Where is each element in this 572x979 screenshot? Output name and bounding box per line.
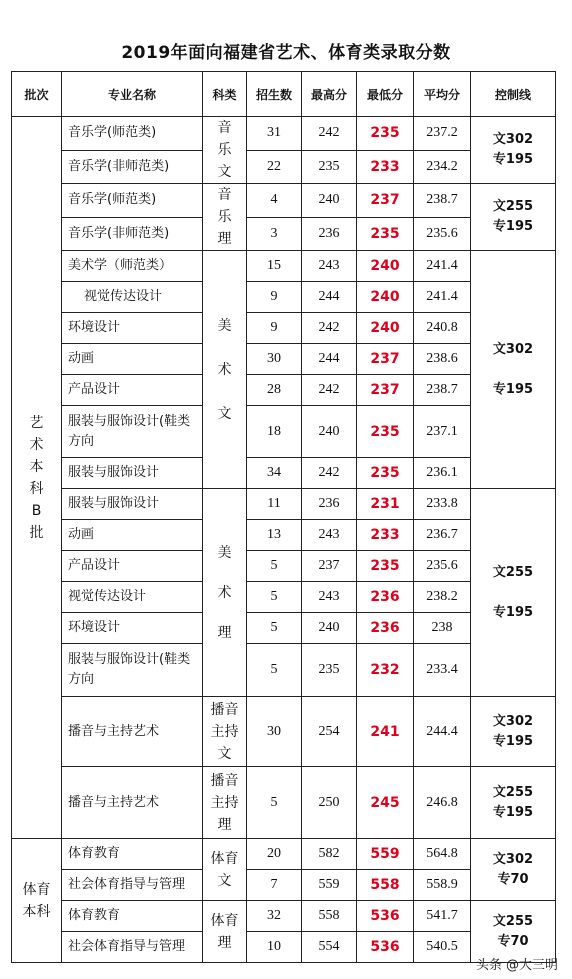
control-line-cell: 文302 专195: [471, 117, 556, 184]
major-cell: 视觉传达设计: [62, 582, 203, 613]
table-row: [12, 839, 556, 870]
category-cell: 体育理: [203, 901, 247, 963]
batch-cell: [12, 839, 62, 963]
min-score-cell: 559: [357, 839, 414, 870]
major-cell: 体育教育: [62, 839, 203, 870]
table-row: [12, 489, 556, 520]
min-score-cell: 245: [357, 767, 414, 839]
batch-cell: [12, 117, 62, 839]
header-min-score: 最低分: [357, 72, 414, 117]
avg-score-cell: 233.8: [414, 489, 471, 520]
min-score-cell: 241: [357, 697, 414, 767]
avg-score-cell: 240.8: [414, 313, 471, 344]
min-score-cell: 235: [357, 406, 414, 458]
major-cell: 服装与服饰设计(鞋类方向: [62, 406, 203, 458]
min-score-cell: 240: [357, 313, 414, 344]
admission-table: [11, 71, 556, 963]
batch-label: 艺术本科B批: [29, 414, 44, 541]
max-score-cell: 554: [302, 932, 357, 963]
major-cell: 动画: [62, 520, 203, 551]
min-score-cell: 236: [357, 613, 414, 644]
enrollment-cell: 7: [247, 870, 302, 901]
avg-score-cell: 244.4: [414, 697, 471, 767]
major-cell: 服装与服饰设计(鞋类方向: [62, 644, 203, 697]
major-cell: 产品设计: [62, 375, 203, 406]
category-cell: 美术文: [203, 251, 247, 489]
major-cell: 环境设计: [62, 313, 203, 344]
enrollment-cell: 3: [247, 217, 302, 251]
max-score-cell: 244: [302, 282, 357, 313]
enrollment-cell: 28: [247, 375, 302, 406]
avg-score-cell: 564.8: [414, 839, 471, 870]
enrollment-cell: 4: [247, 184, 302, 218]
avg-score-cell: 236.1: [414, 458, 471, 489]
major-cell: 音乐学(师范类): [62, 117, 203, 151]
category-cell: 播音主持文: [203, 697, 247, 767]
header-row: [12, 72, 556, 117]
max-score-cell: 237: [302, 551, 357, 582]
enrollment-cell: 5: [247, 767, 302, 839]
header-avg-score: 平均分: [414, 72, 471, 117]
major-cell: 音乐学(非师范类): [62, 217, 203, 251]
enrollment-cell: 9: [247, 313, 302, 344]
min-score-cell: 235: [357, 551, 414, 582]
table-row: [12, 117, 556, 151]
max-score-cell: 240: [302, 184, 357, 218]
avg-score-cell: 238.7: [414, 375, 471, 406]
major-cell: 服装与服饰设计: [62, 458, 203, 489]
enrollment-cell: 5: [247, 644, 302, 697]
major-cell: 社会体育指导与管理: [62, 932, 203, 963]
enrollment-cell: 5: [247, 551, 302, 582]
min-score-cell: 240: [357, 282, 414, 313]
category-cell: 播音主持理: [203, 767, 247, 839]
control-line-cell: 文255 专195: [471, 184, 556, 251]
avg-score-cell: 237.1: [414, 406, 471, 458]
major-cell: 体育教育: [62, 901, 203, 932]
avg-score-cell: 238.7: [414, 184, 471, 218]
control-line-cell: 文255 专195: [471, 767, 556, 839]
max-score-cell: 240: [302, 406, 357, 458]
min-score-cell: 237: [357, 375, 414, 406]
header-major: 专业名称: [62, 72, 203, 117]
max-score-cell: 244: [302, 344, 357, 375]
max-score-cell: 236: [302, 489, 357, 520]
major-cell: 环境设计: [62, 613, 203, 644]
header-max-score: 最高分: [302, 72, 357, 117]
control-line-cell: 文302 专195: [471, 697, 556, 767]
avg-score-cell: 236.7: [414, 520, 471, 551]
enrollment-cell: 20: [247, 839, 302, 870]
control-line-cell: 文255 专195: [471, 489, 556, 697]
enrollment-cell: 30: [247, 344, 302, 375]
enrollment-cell: 5: [247, 582, 302, 613]
table-row: [12, 184, 556, 218]
max-score-cell: 254: [302, 697, 357, 767]
max-score-cell: 242: [302, 313, 357, 344]
enrollment-cell: 18: [247, 406, 302, 458]
max-score-cell: 582: [302, 839, 357, 870]
header-enrollment: 招生数: [247, 72, 302, 117]
header-control-line: 控制线: [471, 72, 556, 117]
table-row: [12, 251, 556, 282]
min-score-cell: 235: [357, 458, 414, 489]
enrollment-cell: 13: [247, 520, 302, 551]
major-cell: 视觉传达设计: [62, 282, 203, 313]
category-cell: 体育文: [203, 839, 247, 901]
enrollment-cell: 5: [247, 613, 302, 644]
avg-score-cell: 235.6: [414, 217, 471, 251]
min-score-cell: 235: [357, 217, 414, 251]
header-category: 科类: [203, 72, 247, 117]
avg-score-cell: 237.2: [414, 117, 471, 151]
batch-label: 体育本科: [22, 881, 51, 920]
min-score-cell: 237: [357, 344, 414, 375]
max-score-cell: 236: [302, 217, 357, 251]
max-score-cell: 235: [302, 644, 357, 697]
min-score-cell: 558: [357, 870, 414, 901]
enrollment-cell: 32: [247, 901, 302, 932]
avg-score-cell: 233.4: [414, 644, 471, 697]
max-score-cell: 250: [302, 767, 357, 839]
min-score-cell: 233: [357, 520, 414, 551]
category-cell: 音乐文: [203, 117, 247, 184]
table-row: [12, 697, 556, 767]
avg-score-cell: 558.9: [414, 870, 471, 901]
avg-score-cell: 541.7: [414, 901, 471, 932]
major-cell: 播音与主持艺术: [62, 767, 203, 839]
min-score-cell: 231: [357, 489, 414, 520]
enrollment-cell: 9: [247, 282, 302, 313]
enrollment-cell: 31: [247, 117, 302, 151]
watermark: 头条 @大三明: [475, 958, 558, 973]
avg-score-cell: 246.8: [414, 767, 471, 839]
max-score-cell: 235: [302, 150, 357, 184]
control-line-cell: 文255 专70: [471, 901, 556, 963]
header-batch: 批次: [12, 72, 62, 117]
max-score-cell: 242: [302, 117, 357, 151]
avg-score-cell: 238: [414, 613, 471, 644]
enrollment-cell: 11: [247, 489, 302, 520]
major-cell: 音乐学(非师范类): [62, 150, 203, 184]
control-line-cell: 文302 专195: [471, 251, 556, 489]
category-cell: 音乐理: [203, 184, 247, 251]
page-title: 2019年面向福建省艺术、体育类录取分数: [121, 43, 451, 63]
min-score-cell: 232: [357, 644, 414, 697]
max-score-cell: 558: [302, 901, 357, 932]
min-score-cell: 236: [357, 582, 414, 613]
major-cell: 服装与服饰设计: [62, 489, 203, 520]
major-cell: 产品设计: [62, 551, 203, 582]
max-score-cell: 243: [302, 520, 357, 551]
major-cell: 播音与主持艺术: [62, 697, 203, 767]
table-row: [12, 901, 556, 932]
max-score-cell: 240: [302, 613, 357, 644]
avg-score-cell: 241.4: [414, 251, 471, 282]
min-score-cell: 536: [357, 901, 414, 932]
enrollment-cell: 15: [247, 251, 302, 282]
avg-score-cell: 238.6: [414, 344, 471, 375]
avg-score-cell: 235.6: [414, 551, 471, 582]
min-score-cell: 240: [357, 251, 414, 282]
major-cell: 美术学（师范类）: [62, 251, 203, 282]
min-score-cell: 536: [357, 932, 414, 963]
avg-score-cell: 241.4: [414, 282, 471, 313]
category-cell: 美术理: [203, 489, 247, 697]
avg-score-cell: 234.2: [414, 150, 471, 184]
enrollment-cell: 22: [247, 150, 302, 184]
enrollment-cell: 34: [247, 458, 302, 489]
max-score-cell: 559: [302, 870, 357, 901]
control-line-cell: 文302 专70: [471, 839, 556, 901]
enrollment-cell: 10: [247, 932, 302, 963]
max-score-cell: 242: [302, 375, 357, 406]
table-row: [12, 767, 556, 839]
min-score-cell: 235: [357, 117, 414, 151]
max-score-cell: 243: [302, 251, 357, 282]
major-cell: 音乐学(师范类): [62, 184, 203, 218]
enrollment-cell: 30: [247, 697, 302, 767]
max-score-cell: 242: [302, 458, 357, 489]
major-cell: 动画: [62, 344, 203, 375]
min-score-cell: 233: [357, 150, 414, 184]
avg-score-cell: 540.5: [414, 932, 471, 963]
avg-score-cell: 238.2: [414, 582, 471, 613]
major-cell: 社会体育指导与管理: [62, 870, 203, 901]
min-score-cell: 237: [357, 184, 414, 218]
max-score-cell: 243: [302, 582, 357, 613]
